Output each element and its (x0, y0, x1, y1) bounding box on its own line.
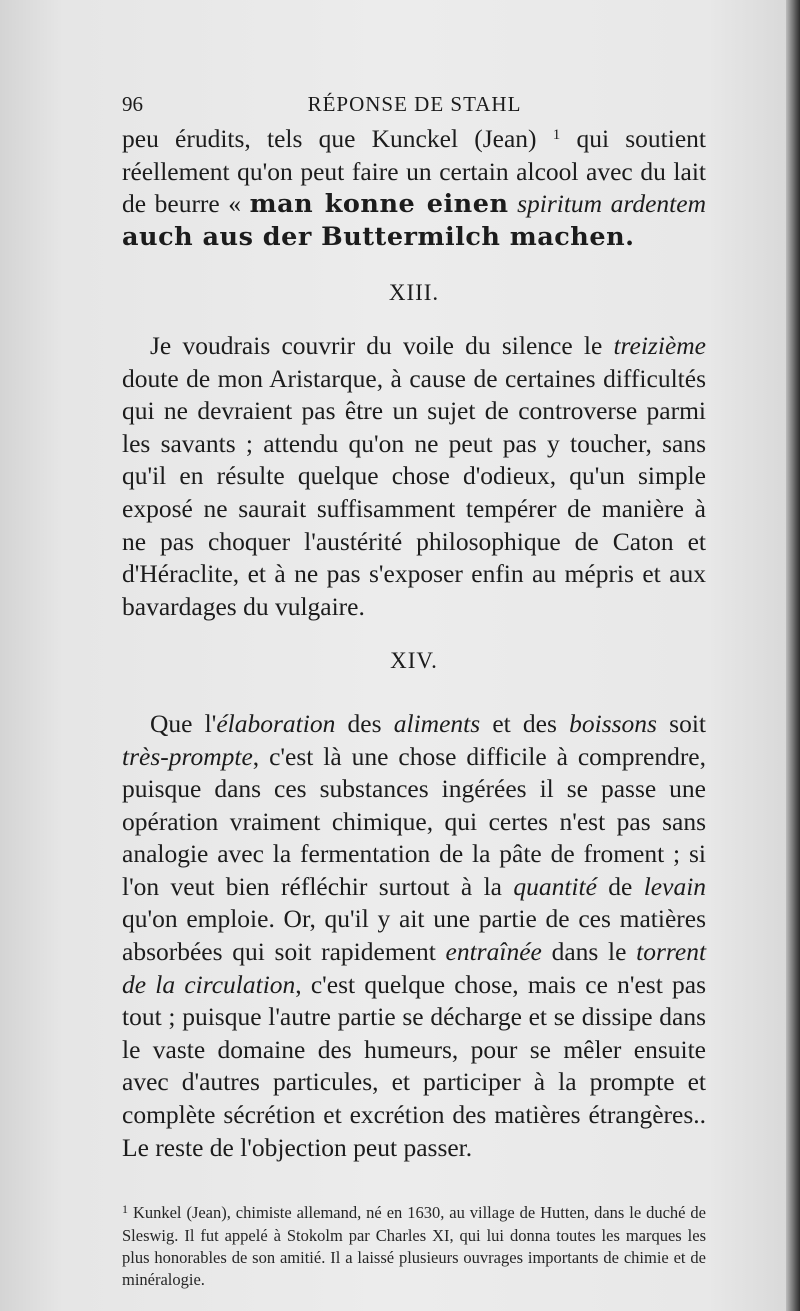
emphasis: entraînée (445, 937, 542, 967)
text-run: et des (492, 708, 557, 738)
emphasis: aliments (393, 708, 481, 738)
text-run: , c'est là une chose difficile à comprendre, puisque dans ces substances ingérées il se passe une opération vraiment chimique, qui certes n'est pas sans analogie avec la fermentation de la pâte de froment ; si l'on veut bien réfléchir surtout à la (122, 741, 706, 901)
text-run: , c'est quelque chose, mais ce n'est pas tout ; puisque l'autre partie se décharge et se dissipe dans le vaste domaine des humeurs, pour se mêler ensuite avec d'autres particules, et participer à la prompte et complète sécrétion et excrétion des matières étrangères.. Le reste de l'objection peut passer. (122, 969, 706, 1162)
emphasis: quantité (513, 871, 597, 901)
running-title: RÉPONSE DE STAHL (307, 92, 522, 116)
section-heading-xiv: XIV. (390, 648, 438, 674)
text-run: Je voudrais couvrir du voile du silence le (150, 330, 603, 360)
emphasis: élaboration (216, 708, 336, 738)
text-run: qu'on emploie. Or, qu'il y ait une partie de ces matières absorbées qui soit rapidement (122, 904, 706, 967)
footnote-reference: 1 (552, 127, 561, 143)
emphasis: boissons (569, 708, 657, 738)
emphasis: très-prompte (122, 741, 253, 771)
text-run: soit (669, 708, 707, 738)
continuation-paragraph (122, 123, 706, 253)
german-quote: auch aus der Buttermilch machen. (122, 221, 635, 252)
text-run: doute de mon Aristarque, à cause de certaines difficultés qui ne devraient pas être un sujet de controverse parmi les savants ; attendu qu'on ne peut pas y toucher, sans qu'il en résulte quelque chose d'odieux, qu'un simple exposé ne saurait suffisamment tempérer de manière à ne pas choquer l'austérité philosophique de Caton et d'Héraclite, et à ne pas s'exposer enfin au mépris et aux bavardages du vulgaire. (122, 363, 706, 621)
latin-quote: spiritum ardentem (517, 189, 707, 219)
page-edge-shadow (786, 0, 800, 1311)
footnote-marker: 1 (122, 1202, 128, 1217)
footnote (122, 1198, 706, 1292)
section-heading-xiii: XIII. (388, 280, 440, 306)
text-run: des (347, 708, 382, 738)
emphasis: torrent de la circulation (122, 937, 707, 999)
text-run: qui soutient réellement qu'on peut faire un certain alcool avec du lait de beurre « (122, 124, 707, 219)
german-quote: man konne einen (249, 189, 509, 220)
page-number: 96 (122, 92, 143, 116)
section-xiii-paragraph (122, 330, 706, 623)
running-header (122, 88, 706, 120)
text-run: Que l' (150, 708, 217, 738)
text-run: dans le (551, 937, 627, 967)
emphasis: treizième (613, 330, 706, 360)
footnote-text: Kunkel (Jean), chimiste allemand, né en 1630, au village de Hutten, dans le duché de Sleswig. Il fut appelé à Stokolm par Charles XI, qui lui donna toutes les marques les plus honorables de son amitié. Il a laissé plusieurs ouvrages importants de chimie et de minéralogie. (122, 1203, 707, 1290)
page-content (122, 88, 706, 1308)
section-xiv-paragraph (122, 708, 706, 1164)
text-run: de (608, 871, 633, 901)
emphasis: levain (643, 871, 707, 901)
text-run: peu érudits, tels que Kunckel (Jean) (122, 124, 537, 153)
